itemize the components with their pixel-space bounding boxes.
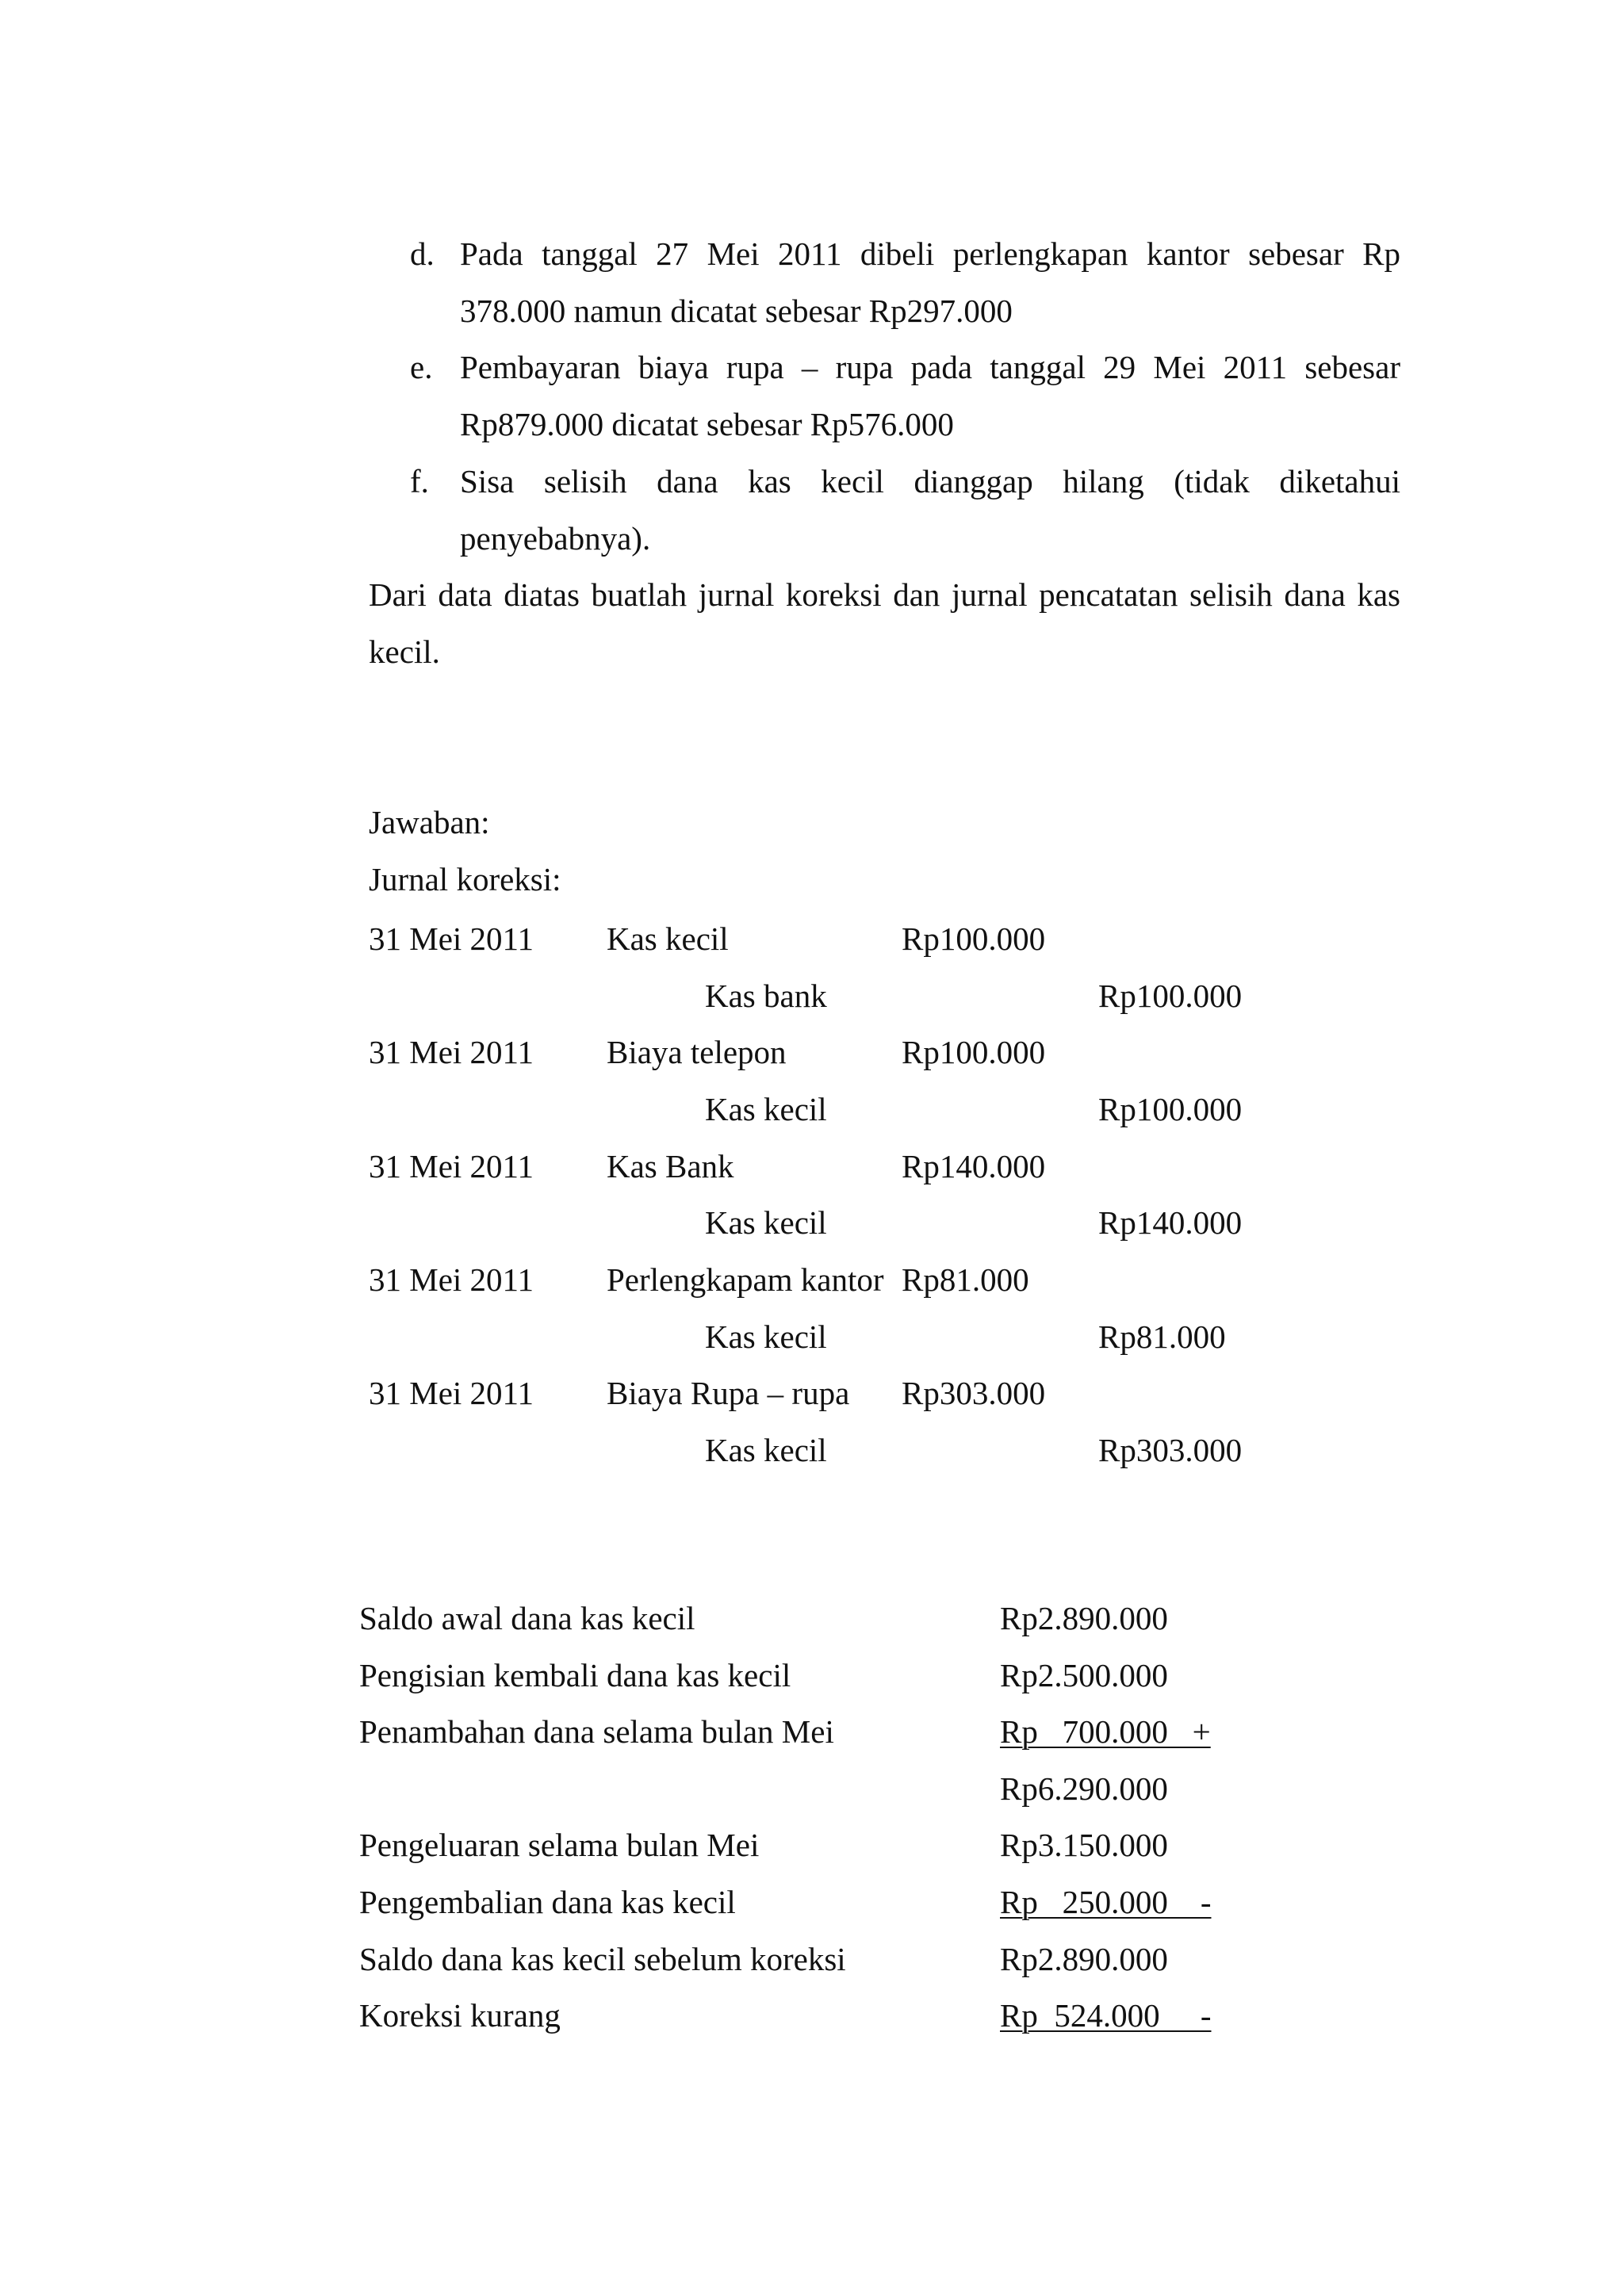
item-letter-e: e. bbox=[410, 349, 433, 385]
item-f-line-1: Sisa selisih dana kas kecil dianggap hilang (tidak diketahui bbox=[460, 463, 1400, 499]
item-letter-f: f. bbox=[410, 463, 429, 499]
reconciliation-label: Saldo awal dana kas kecil bbox=[359, 1600, 695, 1636]
item-d-line-2: 378.000 namun dicatat sebesar Rp297.000 bbox=[460, 293, 1013, 329]
journal-date: 31 Mei 2011 bbox=[369, 920, 534, 957]
instruction-line-1: Dari data diatas buatlah jurnal koreksi dan jurnal pencatatan selisih dana kas bbox=[369, 576, 1400, 613]
reconciliation-amount: Rp2.500.000 bbox=[1000, 1657, 1168, 1693]
journal-debit-amount: Rp100.000 bbox=[902, 1034, 1046, 1070]
journal-debit-account: Kas Bank bbox=[607, 1148, 734, 1184]
journal-debit-account: Biaya Rupa – rupa bbox=[607, 1375, 850, 1411]
reconciliation-amount: Rp2.890.000 bbox=[1000, 1941, 1168, 1977]
journal-credit-amount: Rp100.000 bbox=[1098, 1091, 1243, 1127]
journal-credit-amount: Rp81.000 bbox=[1098, 1318, 1226, 1355]
item-e-line-2: Rp879.000 dicatat sebesar Rp576.000 bbox=[460, 406, 954, 442]
journal-credit-account: Kas bank bbox=[705, 978, 827, 1014]
reconciliation-label: Pengembalian dana kas kecil bbox=[359, 1884, 736, 1920]
reconciliation-label: Pengisian kembali dana kas kecil bbox=[359, 1657, 791, 1693]
reconciliation-amount: Rp2.890.000 bbox=[1000, 1600, 1168, 1636]
reconciliation-label: Koreksi kurang bbox=[359, 1997, 561, 2034]
journal-heading: Jurnal koreksi: bbox=[369, 861, 561, 897]
reconciliation-label: Pengeluaran selama bulan Mei bbox=[359, 1827, 760, 1863]
item-letter-d: d. bbox=[410, 235, 435, 272]
journal-credit-account: Kas kecil bbox=[705, 1204, 827, 1241]
journal-debit-amount: Rp81.000 bbox=[902, 1261, 1029, 1298]
reconciliation-amount: Rp 700.000 + bbox=[1000, 1713, 1211, 1750]
journal-credit-account: Kas kecil bbox=[705, 1091, 827, 1127]
item-d-line-1: Pada tanggal 27 Mei 2011 dibeli perlengkapan kantor sebesar Rp bbox=[460, 235, 1400, 272]
journal-credit-amount: Rp140.000 bbox=[1098, 1204, 1243, 1241]
journal-date: 31 Mei 2011 bbox=[369, 1375, 534, 1411]
reconciliation-label: Saldo dana kas kecil sebelum koreksi bbox=[359, 1941, 846, 1977]
journal-date: 31 Mei 2011 bbox=[369, 1034, 534, 1070]
journal-debit-account: Perlengkapam kantor bbox=[607, 1261, 884, 1298]
reconciliation-amount: Rp 250.000 - bbox=[1000, 1884, 1212, 1920]
item-e-line-1: Pembayaran biaya rupa – rupa pada tanggal 29 Mei 2011 sebesar bbox=[460, 349, 1400, 385]
journal-credit-amount: Rp303.000 bbox=[1098, 1432, 1243, 1468]
reconciliation-amount: Rp3.150.000 bbox=[1000, 1827, 1168, 1863]
journal-credit-amount: Rp100.000 bbox=[1098, 978, 1243, 1014]
journal-date: 31 Mei 2011 bbox=[369, 1148, 534, 1184]
instruction-line-2: kecil. bbox=[369, 633, 440, 670]
journal-debit-amount: Rp100.000 bbox=[902, 920, 1046, 957]
journal-debit-amount: Rp140.000 bbox=[902, 1148, 1046, 1184]
journal-debit-amount: Rp303.000 bbox=[902, 1375, 1046, 1411]
journal-date: 31 Mei 2011 bbox=[369, 1261, 534, 1298]
journal-debit-account: Kas kecil bbox=[607, 920, 729, 957]
reconciliation-label: Penambahan dana selama bulan Mei bbox=[359, 1713, 834, 1750]
item-f-line-2: penyebabnya). bbox=[460, 520, 651, 557]
reconciliation-amount: Rp6.290.000 bbox=[1000, 1770, 1168, 1807]
journal-credit-account: Kas kecil bbox=[705, 1432, 827, 1468]
reconciliation-amount: Rp 524.000 - bbox=[1000, 1997, 1212, 2034]
journal-debit-account: Biaya telepon bbox=[607, 1034, 787, 1070]
journal-credit-account: Kas kecil bbox=[705, 1318, 827, 1355]
answer-heading: Jawaban: bbox=[369, 804, 490, 840]
